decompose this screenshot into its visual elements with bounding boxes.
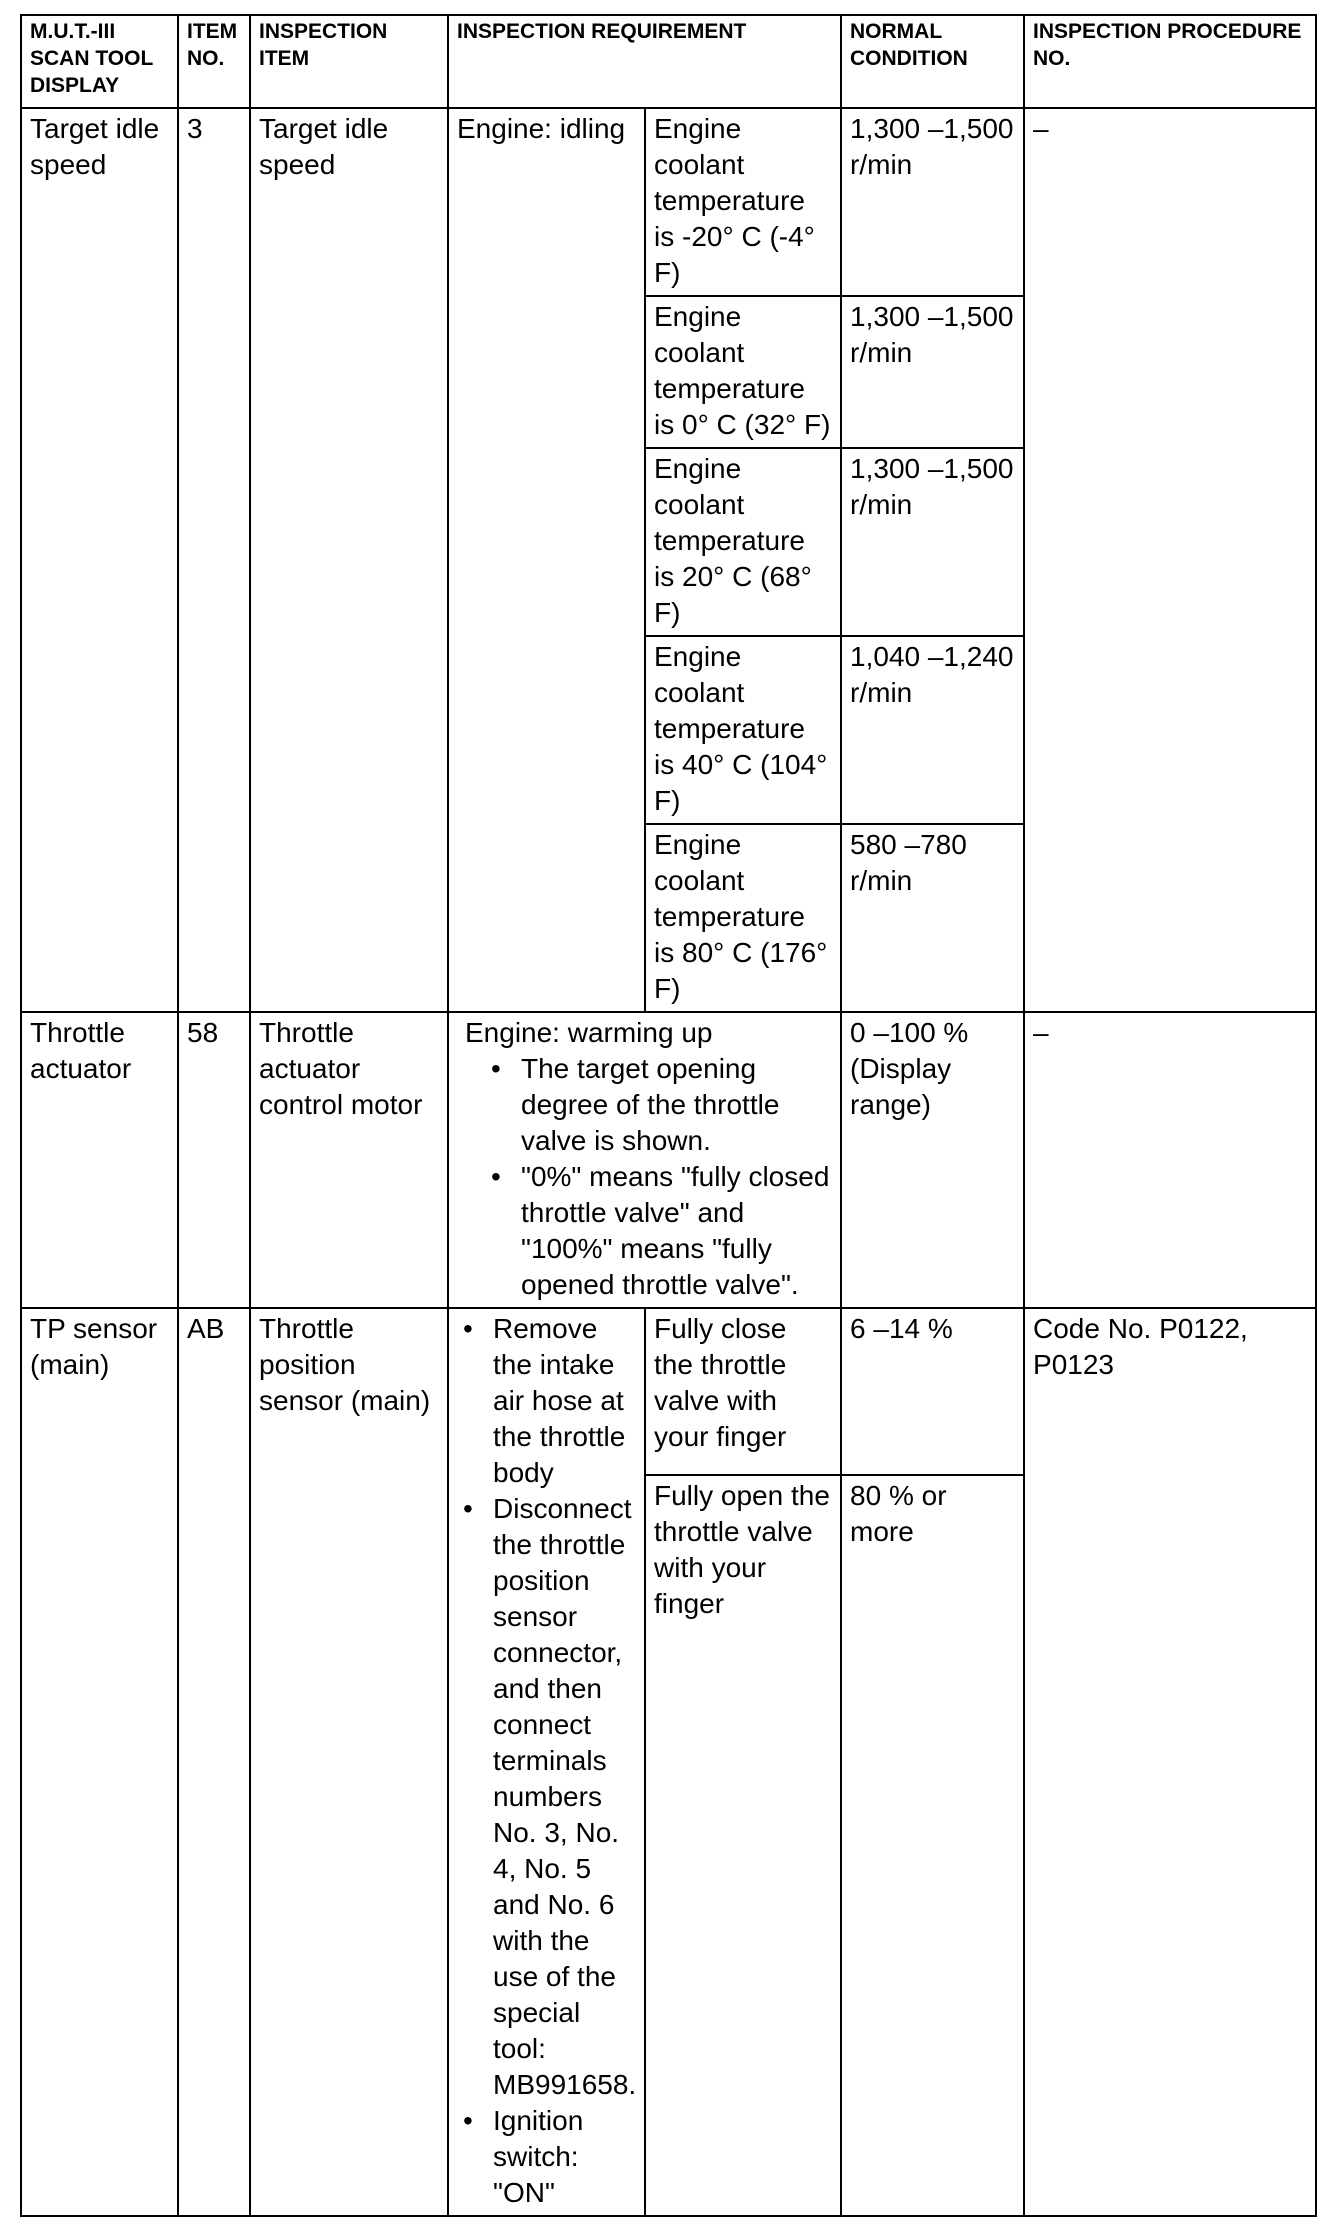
requirement-lead: Engine: warming up [465,1017,713,1048]
inspection-table [20,14,1317,2217]
cell-normal: 0 –100 % (Display range) [841,1012,1024,1308]
list-item: • The target opening degree of the throttle valve is shown. [521,1051,832,1159]
cell-condition: Engine coolant temperature is 20° C (68° F) [645,448,841,636]
cell-inspection-item: Throttle position sensor (main) [250,1308,448,2216]
list-item: • "0%" means "fully closed throttle valve" and "100%" means "fully opened throttle valve". [521,1159,832,1303]
table-row [21,1012,1316,1308]
cell-condition: Fully close the throttle valve with your finger [645,1308,841,1475]
cell-inspection-item: Throttle actuator control motor [250,1012,448,1308]
cell-normal: 1,300 –1,500 r/min [841,108,1024,296]
cell-condition: Engine coolant temperature is -20° C (-4° F) [645,108,841,296]
requirement-bullet-list [457,1051,832,1303]
header-item-no: ITEM NO. [178,15,250,108]
cell-item-no: 3 [178,108,250,1012]
cell-normal: 580 –780 r/min [841,824,1024,1012]
cell-normal: 1,040 –1,240 r/min [841,636,1024,824]
cell-normal: 1,300 –1,500 r/min [841,448,1024,636]
cell-requirement: Engine: idling [448,108,645,1012]
cell-display: Target idle speed [21,108,178,1012]
cell-requirement [448,1012,841,1308]
cell-normal: 6 –14 % [841,1308,1024,1475]
header-row [21,15,1316,108]
list-item: • Ignition switch: "ON" [493,2103,636,2211]
cell-condition: Engine coolant temperature is 80° C (176° F) [645,824,841,1012]
header-procedure-no: INSPECTION PROCEDURE NO. [1024,15,1316,108]
header-inspection-requirement: INSPECTION REQUIREMENT [448,15,841,108]
list-item: • Disconnect the throttle position sensor connector, and then connect terminals numbers No. 3, No. 4, No. 5 and No. 6 with the use of the special tool: MB991658. [493,1491,636,2103]
cell-display: TP sensor (main) [21,1308,178,2216]
table-row [21,1308,1316,1475]
header-display: M.U.T.-III SCAN TOOL DISPLAY [21,15,178,108]
list-item: • Remove the intake air hose at the throttle body [493,1311,636,1491]
cell-condition: Engine coolant temperature is 40° C (104° F) [645,636,841,824]
cell-procedure-no: – [1024,1012,1316,1308]
requirement-bullet-list [457,1311,636,2211]
cell-display: Throttle actuator [21,1012,178,1308]
cell-procedure-no: – [1024,108,1316,1012]
table-row [21,108,1316,296]
cell-requirement [448,1308,645,2216]
cell-inspection-item: Target idle speed [250,108,448,1012]
header-normal-condition: NORMAL CONDITION [841,15,1024,108]
cell-normal: 80 % or more [841,1475,1024,2216]
cell-item-no: AB [178,1308,250,2216]
cell-condition: Fully open the throttle valve with your finger [645,1475,841,2216]
cell-normal: 1,300 –1,500 r/min [841,296,1024,448]
cell-condition: Engine coolant temperature is 0° C (32° F) [645,296,841,448]
cell-item-no: 58 [178,1012,250,1308]
cell-procedure-no: Code No. P0122, P0123 [1024,1308,1316,2216]
header-inspection-item: INSPECTION ITEM [250,15,448,108]
